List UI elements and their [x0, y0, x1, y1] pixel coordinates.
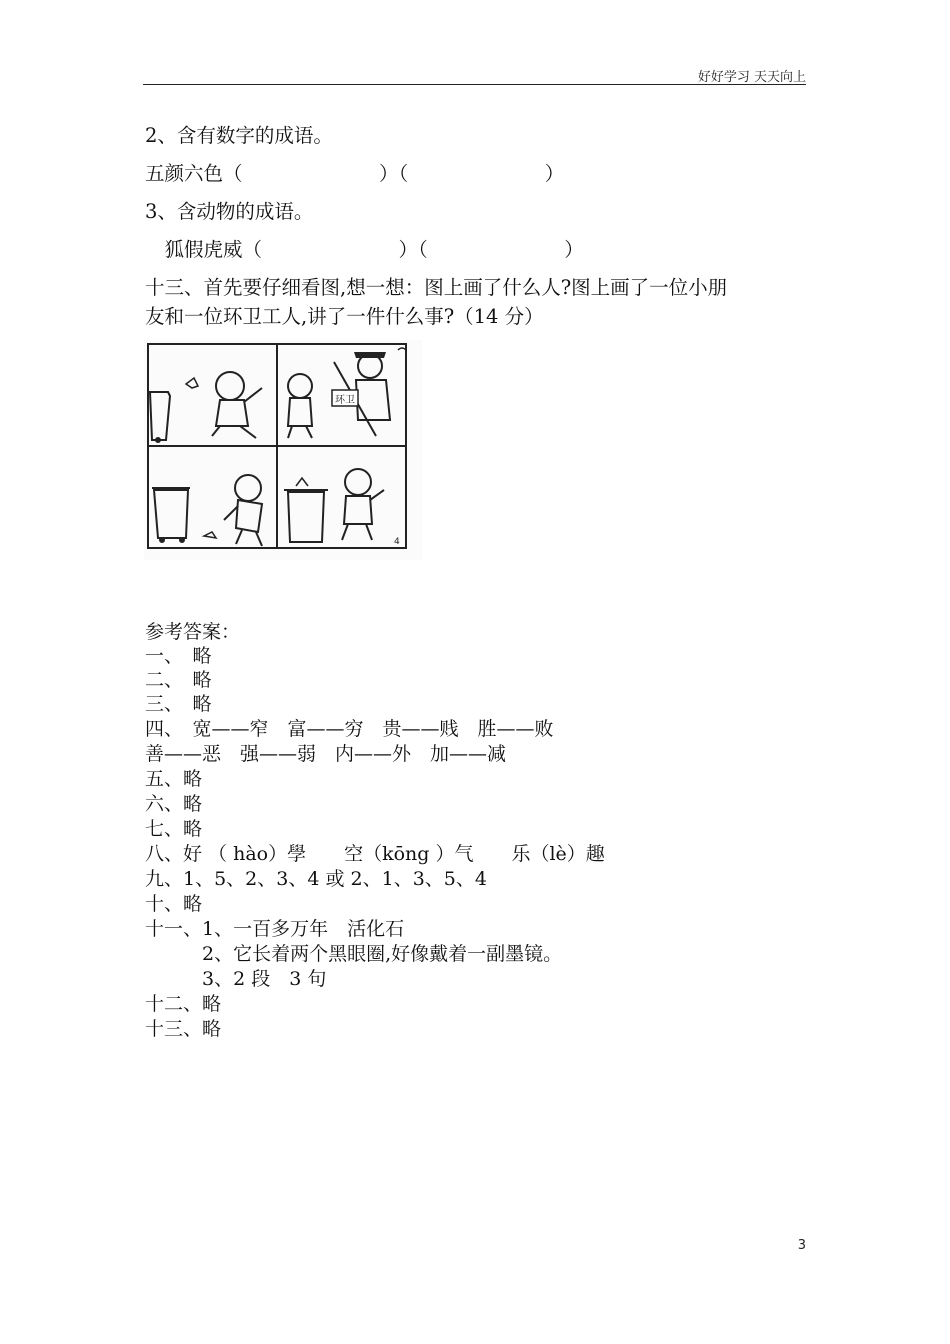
answer-5: 五、略 [145, 768, 203, 790]
answer-9: 九、1、5、2、3、4 或 2、1、3、5、4 [145, 868, 487, 890]
comic-strip-image [144, 340, 422, 560]
answer-8: 八、好 （ hào）學 空（kōng ）气 乐（lè）趣 [145, 843, 605, 865]
answer-4-line-1: 四、 宽——窄 富——穷 贵——贱 胜——败 [145, 718, 554, 740]
answer-3: 三、 略 [145, 693, 212, 715]
answer-11-line-1: 十一、1、一百多万年 活化石 [145, 918, 405, 940]
question-2-title: 2、含有数字的成语。 [145, 124, 333, 147]
question-3-title: 3、含动物的成语。 [145, 200, 314, 223]
answer-10: 十、略 [145, 893, 203, 915]
answer-2: 二、 略 [145, 669, 212, 691]
answer-7: 七、略 [145, 818, 203, 840]
comic-sign-text: 环卫 [335, 395, 355, 406]
question-13-line-1: 十三、首先要仔细看图,想一想：图上画了什么人?图上画了一位小朋 [145, 276, 728, 299]
answer-12: 十二、略 [145, 993, 222, 1015]
question-3-line: 狐假虎威（ ）（ ） [145, 238, 584, 261]
question-13-line-2: 友和一位环卫工人,讲了一件什么事?（14 分） [145, 305, 544, 328]
answer-6: 六、略 [145, 793, 203, 815]
answer-11-line-3: 3、2 段 3 句 [145, 968, 327, 990]
answer-13: 十三、略 [145, 1018, 222, 1040]
header-text: 好好学习 天天向上 [697, 70, 806, 85]
question-2-line: 五颜六色（ ）（ ） [145, 162, 565, 185]
page-header [143, 64, 806, 85]
answer-1: 一、 略 [145, 645, 212, 667]
answer-4-line-2: 善——恶 强——弱 内——外 加——减 [145, 743, 507, 765]
comic-panel-number: 4 [394, 537, 400, 547]
answers-title: 参考答案： [145, 621, 241, 643]
answer-11-line-2: 2、它长着两个黑眼圈,好像戴着一副墨镜。 [145, 943, 563, 965]
page-number: 3 [797, 1238, 806, 1253]
